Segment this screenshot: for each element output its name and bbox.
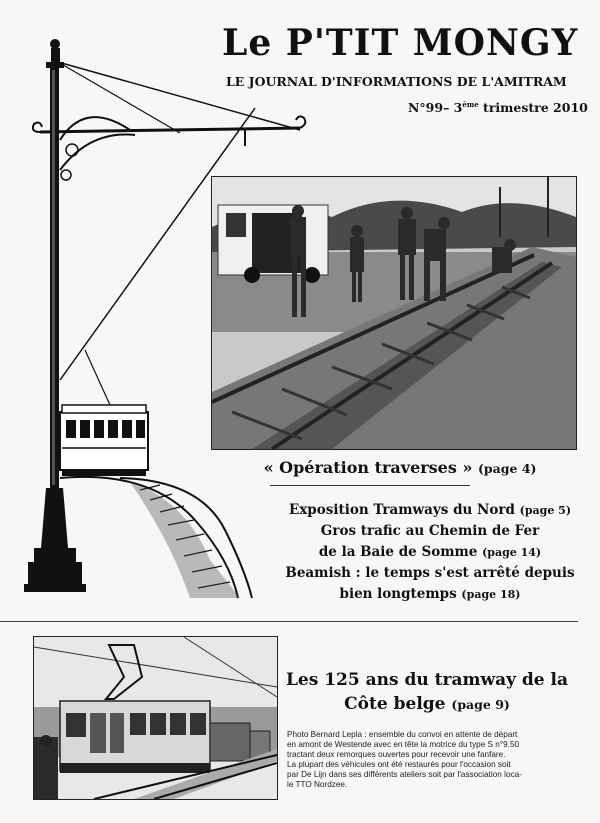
teaser-text: Beamish : le temps s'est arrêté depuis (285, 565, 575, 581)
issue-period: trimestre 2010 (478, 100, 588, 116)
caption-line: en amont de Westende avec en tête la motrice du type S n°9.50 (287, 740, 520, 749)
teaser-text: Exposition Tramways du Nord (288, 502, 520, 518)
issue-number: N°99– 3 (408, 100, 463, 116)
teaser-text: Gros trafic au Chemin de Fer (320, 523, 540, 539)
lead-headline-title: « Opération traverses » (263, 458, 473, 477)
caption-line: Photo Bernard Lepla : ensemble du convoi en attente de départ (287, 730, 518, 739)
teaser-page-ref: (page 14) (482, 546, 542, 559)
teaser-line (270, 542, 590, 563)
second-headline-line1: Les 125 ans du tramway de la (285, 670, 569, 690)
teaser-line (270, 563, 590, 584)
teaser-page-ref: (page 5) (519, 504, 572, 517)
teaser-line (270, 584, 590, 605)
caption-line: tractant deux remorques ouvertes pour recevoir une fanfare. (287, 750, 506, 759)
teaser-line (270, 500, 590, 521)
second-headline-page-ref: (page 9) (451, 697, 510, 712)
masthead-title: Le P'TIT MONGY (222, 22, 579, 64)
photo-caption (287, 730, 587, 790)
second-headline-title: Côte belge (344, 694, 446, 714)
section-divider (0, 621, 578, 622)
headline-underline (270, 485, 470, 486)
teaser-text: bien longtemps (339, 586, 462, 602)
second-headline (282, 668, 572, 717)
lead-headline (240, 458, 560, 477)
track-work-photo (211, 176, 577, 450)
coast-tram-photo (33, 636, 278, 800)
caption-line: le TTO Nordzee. (287, 780, 348, 789)
masthead-subtitle: LE JOURNAL D'INFORMATIONS DE L'AMITRAM (226, 74, 567, 89)
caption-line: par De Lijn dans ses différents ateliers soit par l'association loca- (287, 770, 522, 779)
track-work-photo-image (212, 177, 576, 449)
issue-superscript: ème (462, 100, 479, 109)
coast-tram-photo-image (34, 637, 277, 799)
lead-headline-page-ref: (page 4) (478, 461, 537, 476)
issue-line (408, 100, 588, 115)
caption-line: La plupart des véhicules ont été restaurés pour l'occasion soit (287, 760, 511, 769)
teaser-page-ref: (page 18) (461, 588, 521, 601)
teaser-text: de la Baie de Somme (318, 544, 483, 560)
teaser-line (270, 521, 590, 542)
teaser-list (270, 500, 590, 605)
second-headline-line2 (282, 692, 572, 717)
